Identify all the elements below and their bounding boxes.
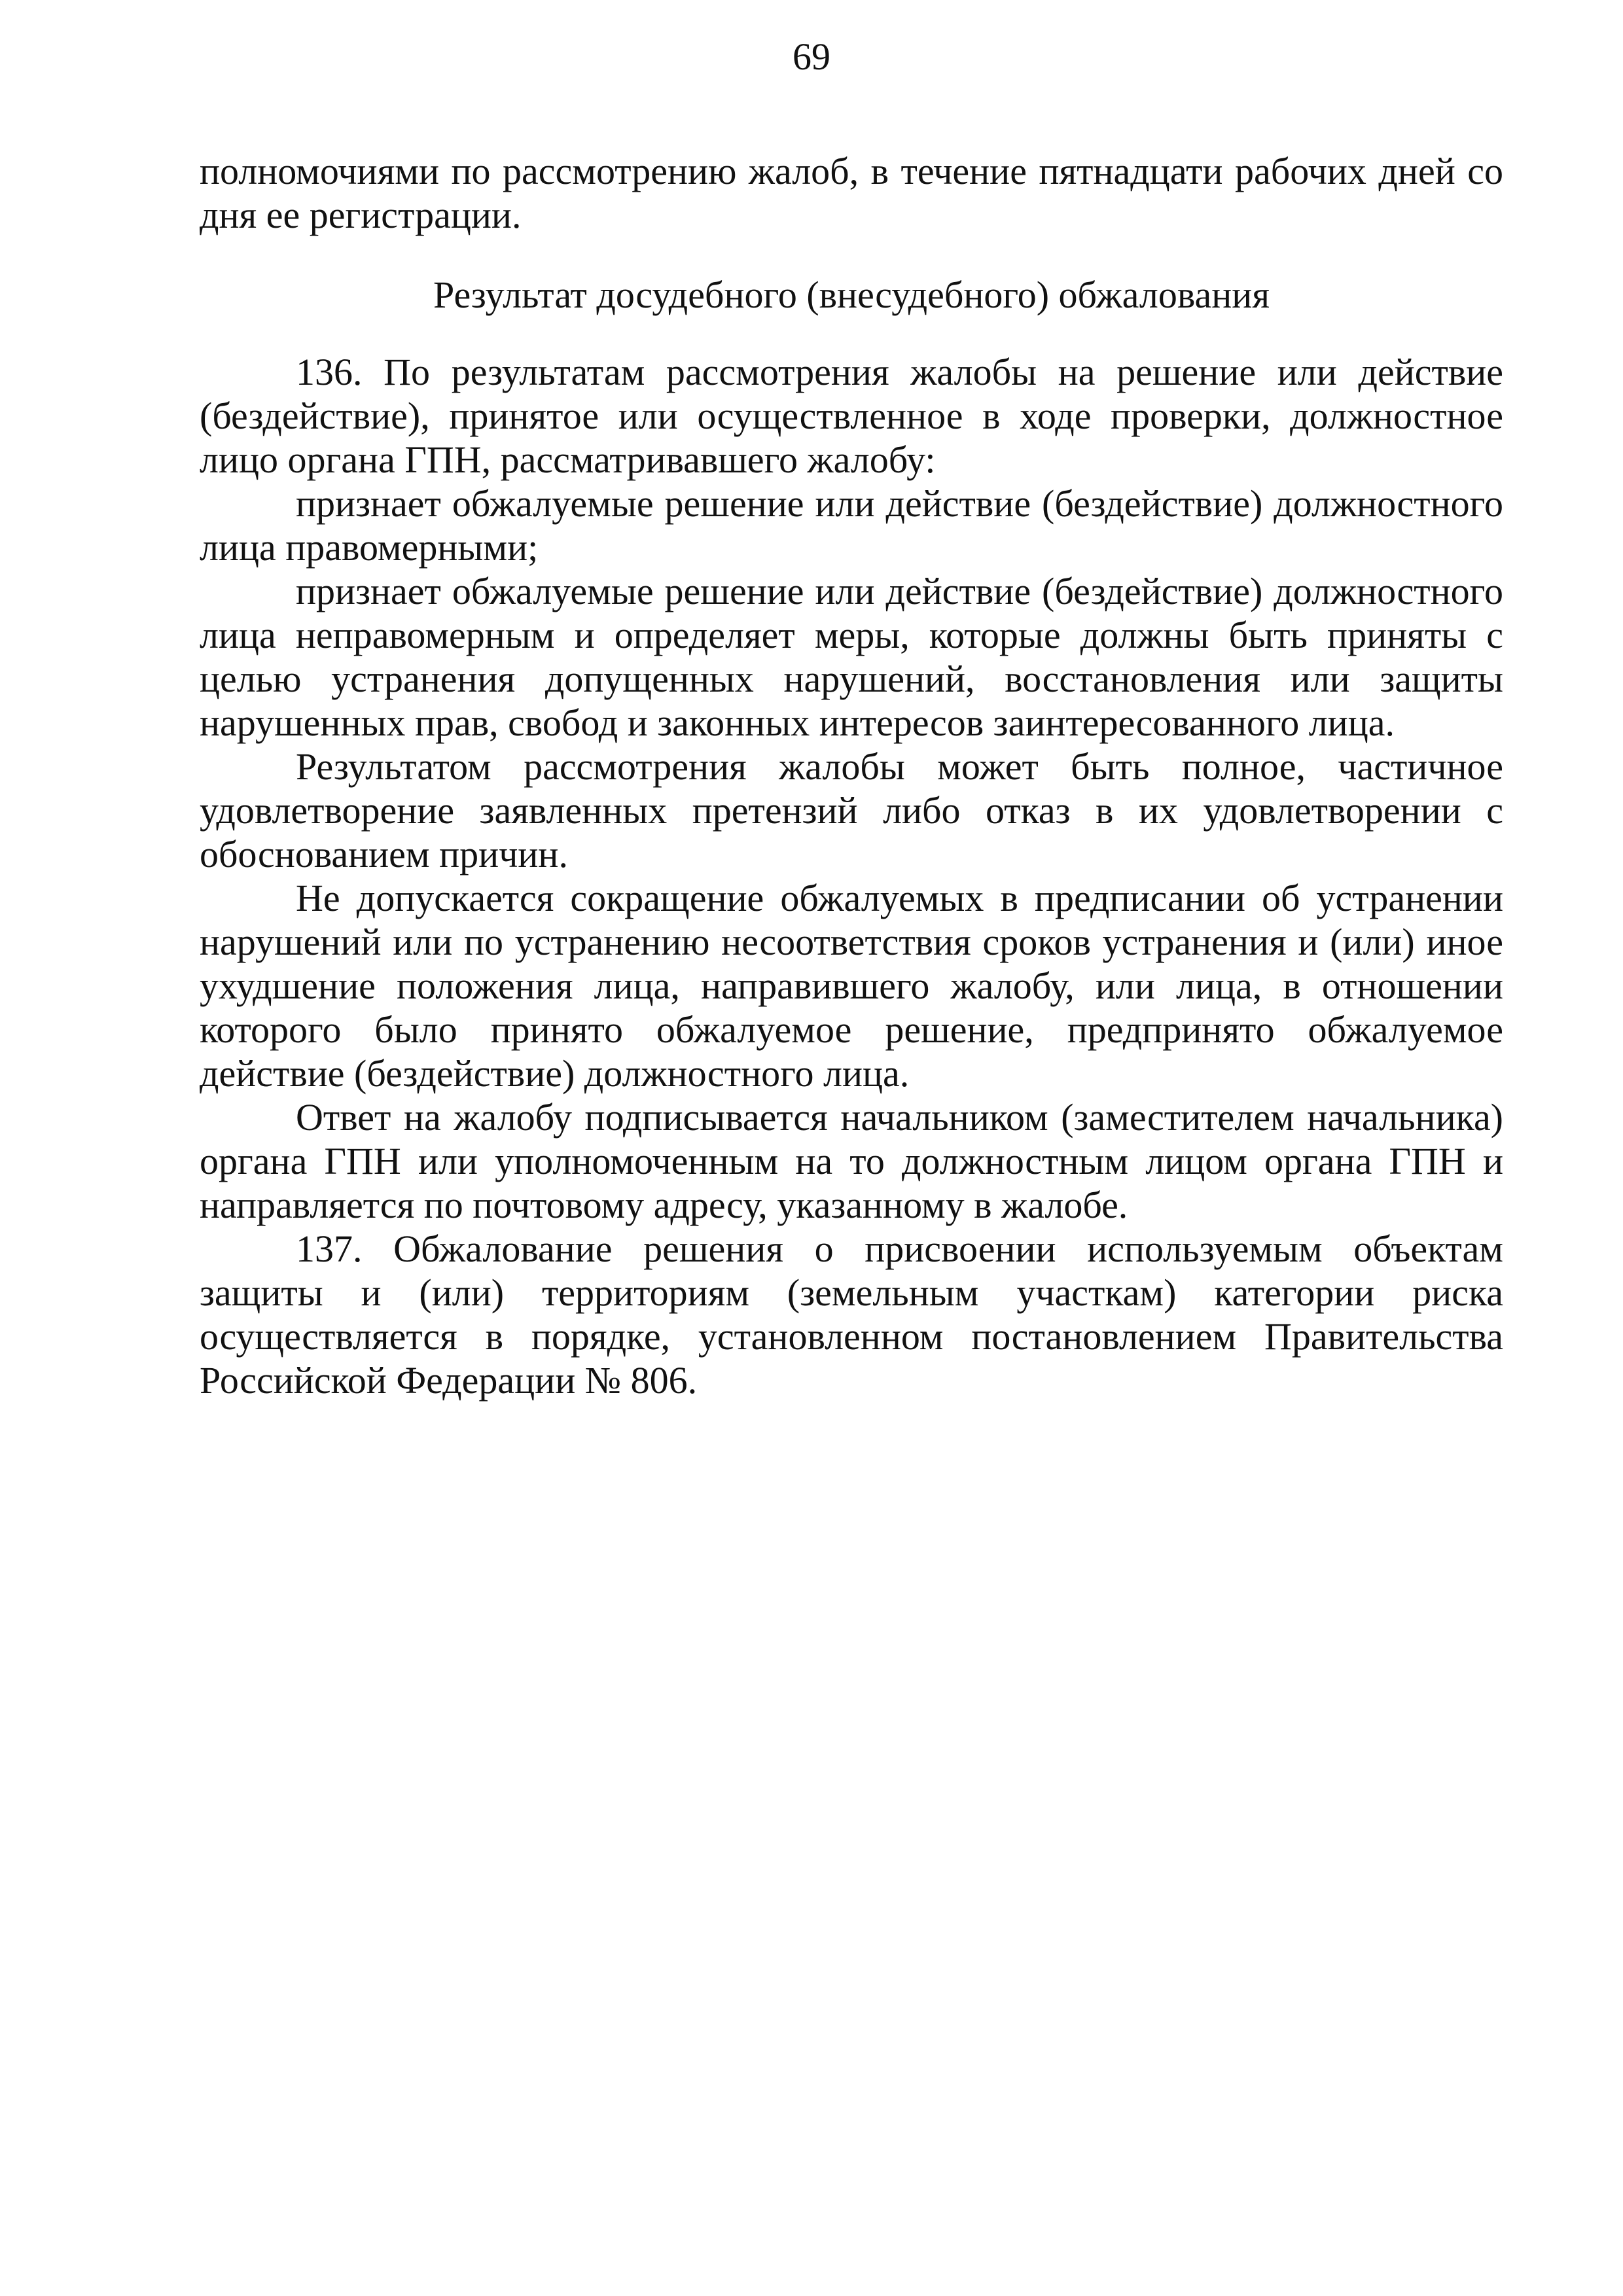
document-body (200, 149, 1503, 1402)
paragraph-lawful: признает обжалуемые решение или действие (бездействие) должностного лица правомерными; (200, 482, 1503, 569)
paragraph-result: Результатом рассмотрения жалобы может быть полное, частичное удовлетворение заявленных претензий либо отказ в их удовлетворении с обоснованием причин. (200, 745, 1503, 875)
continuation-paragraph: полномочиями по рассмотрению жалоб, в течение пятнадцати рабочих дней со дня ее регистрации. (200, 150, 1503, 236)
paragraph-answer: Ответ на жалобу подписывается начальником (заместителем начальника) органа ГПН или уполномоченным на то должностным лицом органа ГПН и направляется по почтовому адресу, указанному в жалобе. (200, 1096, 1503, 1226)
page-number: 69 (793, 35, 830, 78)
paragraph-137: 137. Обжалование решения о присвоении используемым объектам защиты и (или) территориям (земельным участкам) категории риска осуществляется в порядке, установленном постановлением Правительства Российской Федерации № 806. (200, 1227, 1503, 1402)
paragraph-136: 136. По результатам рассмотрения жалобы на решение или действие (бездействие), принятое или осуществленное в ходе проверки, должностное лицо органа ГПН, рассматривавшего жалобу: (200, 351, 1503, 481)
section-heading: Результат досудебного (внесудебного) обжалования (433, 274, 1270, 316)
paragraph-restriction: Не допускается сокращение обжалуемых в предписании об устранении нарушений или по устранению несоответствия сроков устранения и (или) иное ухудшение положения лица, направившего жалобу, или лица, в отношении которого было принято обжалуемое решение, предпринято обжалуемое действие (бездействие) должностного лица. (200, 877, 1503, 1095)
paragraph-unlawful: признает обжалуемые решение или действие (бездействие) должностного лица неправомерным и определяет меры, которые должны быть приняты с целью устранения допущенных нарушений, восстановления или защиты нарушенных прав, свобод и законных интересов заинтересованного лица. (200, 570, 1503, 744)
